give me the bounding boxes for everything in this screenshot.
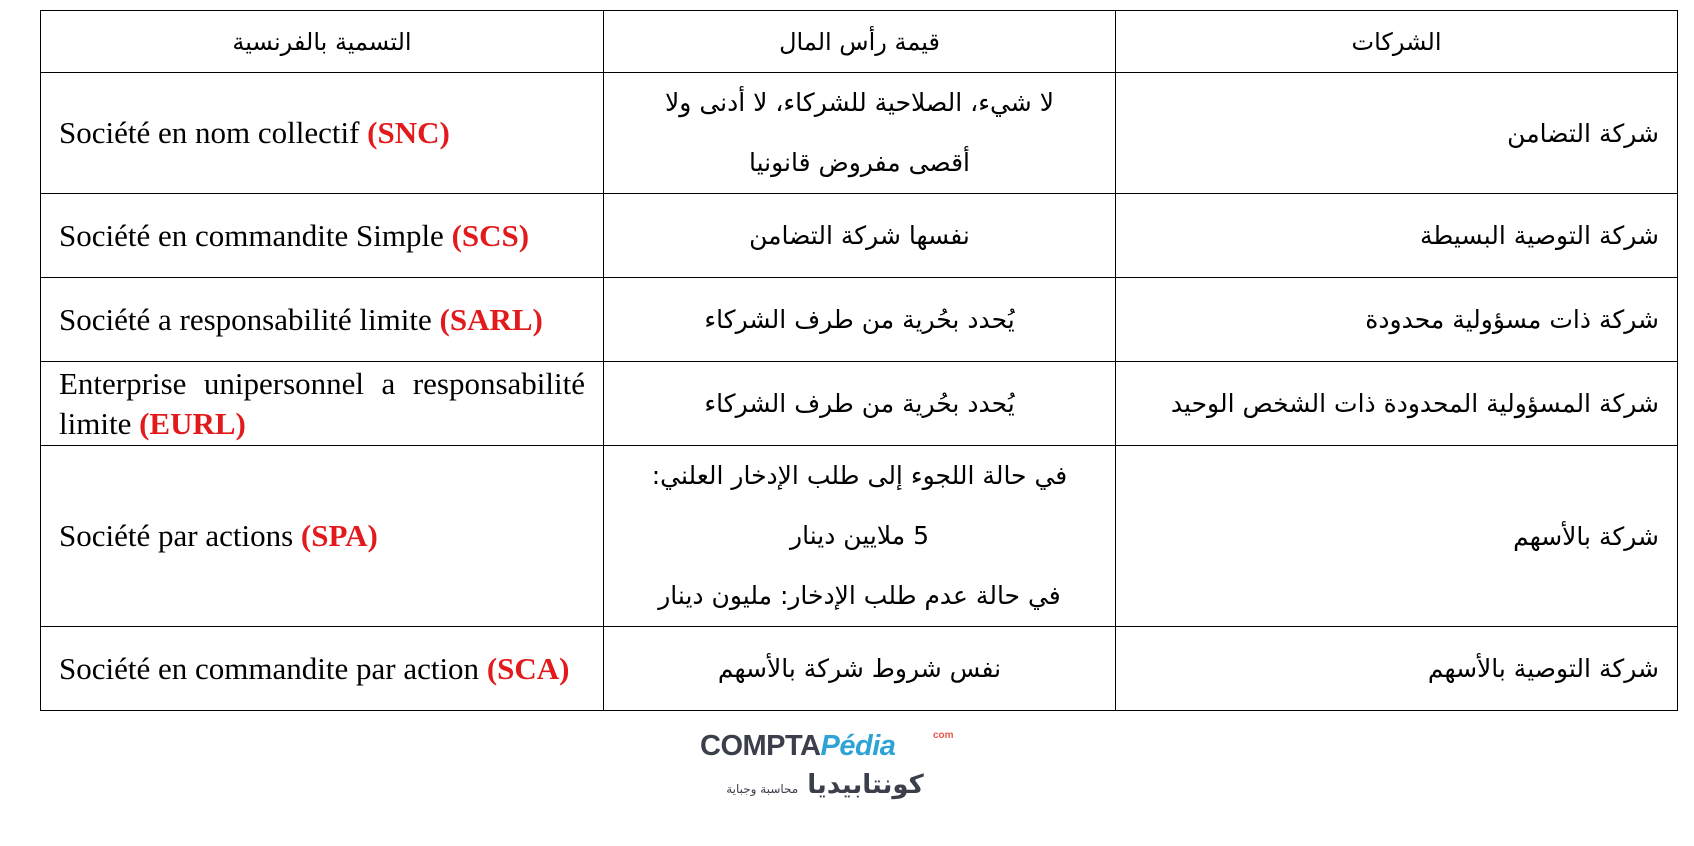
abbreviation: (SCA) [486,650,570,686]
capital-cell [604,362,1116,446]
company-cell: شركة بالأسهم [1116,446,1678,627]
abbreviation: (SCS) [451,217,530,253]
company-cell: شركة ذات مسؤولية محدودة [1116,278,1678,362]
logo-arabic-text: كونتابيديا محاسبة وجباية [726,770,924,800]
french-name-cell [41,278,604,362]
header-capital: قيمة رأس المال [604,11,1116,73]
company-cell: شركة التوصية بالأسهم [1116,627,1678,711]
table-row [41,446,1678,627]
table-row [41,73,1678,194]
table-row [41,278,1678,362]
capital-cell [604,627,1116,711]
capital-cell [604,194,1116,278]
capital-line: 5 ملايين دينار [790,521,929,550]
abbreviation: (SPA) [300,518,378,553]
companies-table [40,10,1678,711]
capital-line: لا شيء، الصلاحية للشركاء، لا أدنى ولا [665,88,1054,117]
capital-cell [604,73,1116,194]
table-header-row [41,11,1678,73]
capital-line: يُحدد بحُرية من طرف الشركاء [704,388,1015,418]
french-name: Société en commandite par action [59,650,480,686]
table-row [41,362,1678,446]
capital-line: نفس شروط شركة بالأسهم [717,653,1002,683]
french-name: Société a responsabilité limite [59,301,432,337]
table-row [41,194,1678,278]
capital-cell [604,446,1116,627]
header-french-name: التسمية بالفرنسية [41,11,604,73]
french-name-cell [41,73,604,194]
french-name-cell [41,446,604,627]
capital-line: في حالة عدم طلب الإدخار: مليون دينار [658,581,1061,610]
logo-dotcom: com [933,730,954,741]
french-name: Société en commandite Simple [59,217,444,253]
abbreviation: (SNC) [367,115,450,150]
comptapedia-logo [700,730,954,810]
french-name-cell [41,362,604,446]
header-companies: الشركات [1116,11,1678,73]
capital-line: أقصى مفروض قانونيا [749,148,970,177]
table-row [41,627,1678,711]
capital-line: في حالة اللجوء إلى طلب الإدخار العلني: [651,461,1068,490]
french-name-cell [41,627,604,711]
capital-cell [604,278,1116,362]
french-name: Enterprise unipersonnel a responsabilité limite [59,365,585,441]
capital-line: يُحدد بحُرية من طرف الشركاء [704,304,1015,334]
abbreviation: (SARL) [439,301,543,337]
company-cell: شركة المسؤولية المحدودة ذات الشخص الوحيد [1116,362,1678,446]
french-name: Société par actions [59,518,294,553]
logo-latin-text: COMPTAPédia [700,730,896,762]
abbreviation: (EURL) [139,405,246,441]
french-name-cell [41,194,604,278]
company-cell: شركة التضامن [1116,73,1678,194]
capital-line: نفسها شركة التضامن [749,220,970,250]
french-name: Société en nom collectif [59,115,360,150]
company-cell: شركة التوصية البسيطة [1116,194,1678,278]
